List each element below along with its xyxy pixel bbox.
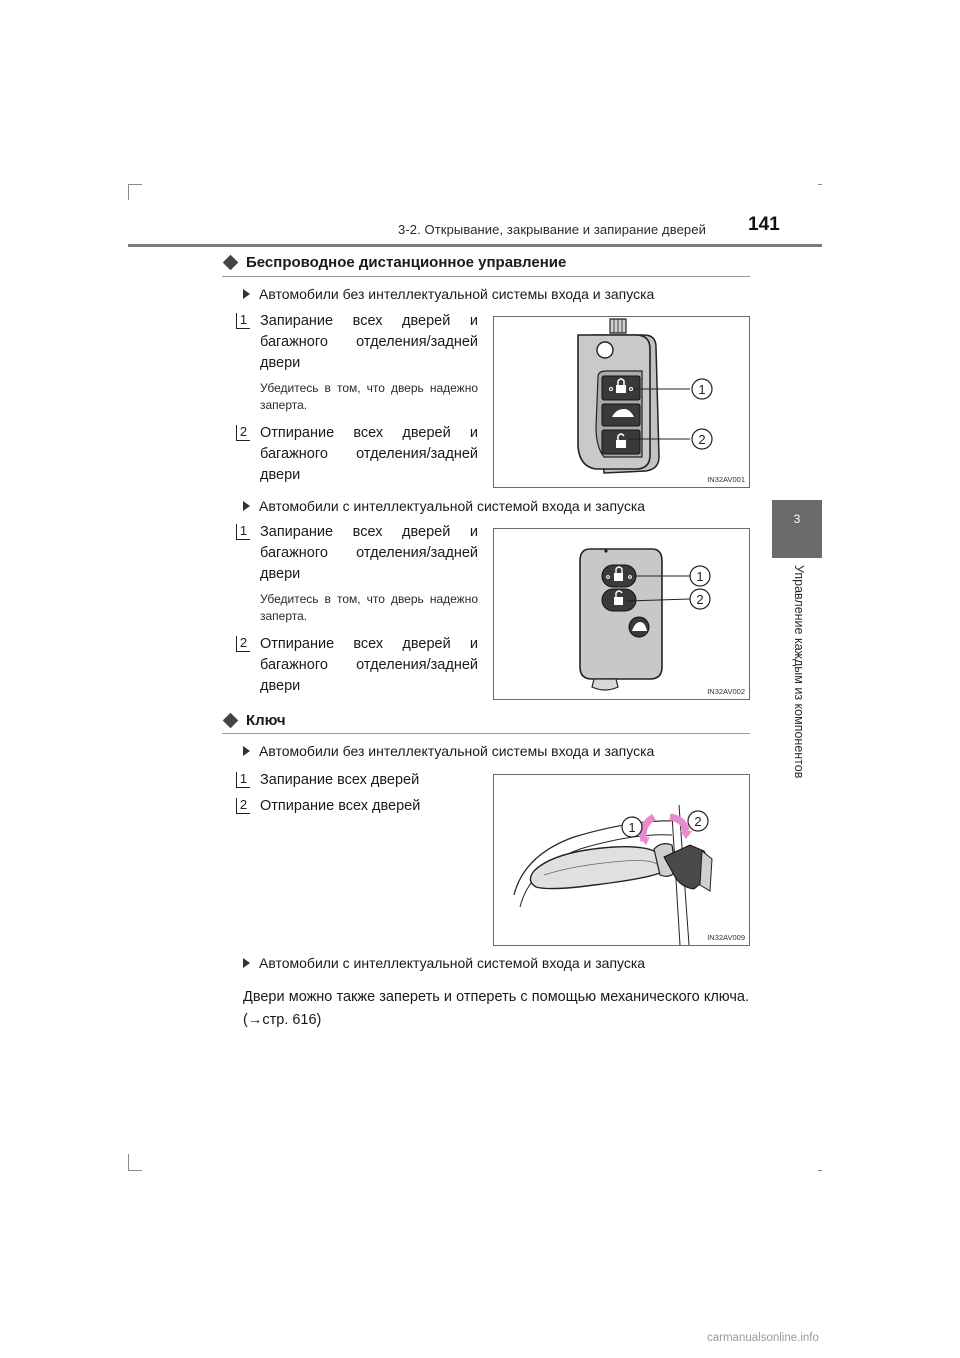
item-note: Убедитесь в том, что дверь надежно заперта. bbox=[260, 592, 478, 623]
item-number: 2 bbox=[236, 636, 250, 652]
diamond-bullet-icon bbox=[223, 713, 239, 729]
item-note: Убедитесь в том, что дверь надежно заперта. bbox=[260, 381, 478, 412]
running-header: 3-2. Открывание, закрывание и запирание дверей bbox=[398, 222, 706, 237]
diamond-bullet-icon bbox=[223, 255, 239, 271]
crop-mark-bottom-left-h bbox=[128, 1170, 142, 1171]
crop-mark-bottom-left-v bbox=[128, 1154, 129, 1171]
triangle-bullet-icon bbox=[243, 289, 250, 299]
item-text: Отпирание всех дверей bbox=[260, 798, 421, 814]
crop-mark-top-right bbox=[818, 184, 822, 185]
chapter-title: Управление каждым из компонентов bbox=[792, 565, 806, 779]
triangle-bullet-icon bbox=[243, 501, 250, 511]
figure-callout: 2 bbox=[694, 814, 702, 829]
figure-code: IN32AV002 bbox=[707, 687, 745, 696]
figure-callout: 1 bbox=[628, 820, 636, 835]
triangle-bullet-icon bbox=[243, 958, 250, 968]
figure-callout: 2 bbox=[698, 432, 706, 447]
crop-mark-bottom-right bbox=[818, 1170, 822, 1171]
figure-callout: 2 bbox=[696, 592, 704, 607]
item-text: Запирание всех дверей bbox=[260, 772, 420, 788]
item-text: Запирание всех дверей и багажного отделения/задней двери bbox=[260, 313, 478, 371]
item-number: 2 bbox=[236, 425, 250, 441]
figure-smart-key-remote bbox=[493, 528, 750, 700]
watermark: carmanualsonline.info bbox=[707, 1332, 819, 1344]
item-number: 1 bbox=[236, 772, 250, 788]
item-number: 1 bbox=[236, 313, 250, 329]
figure-flip-key-remote bbox=[493, 316, 750, 488]
chapter-tab bbox=[772, 500, 822, 558]
triangle-bullet-icon bbox=[243, 746, 250, 756]
figure-code: IN32AV009 bbox=[707, 933, 745, 942]
figure-door-key bbox=[493, 774, 750, 946]
section-title-key: Ключ bbox=[222, 712, 286, 729]
subsection-title: Автомобили без интеллектуальной системы входа и запуска bbox=[243, 286, 654, 302]
crop-mark-top-left-v bbox=[128, 184, 129, 200]
crop-mark-top-left-h bbox=[128, 184, 142, 185]
flip-key-illustration bbox=[494, 317, 749, 487]
page-number: 141 bbox=[748, 214, 780, 235]
body-paragraph: Двери можно также запереть и отпереть с помощью механического ключа. (→стр. 616) bbox=[243, 989, 749, 1028]
chapter-number: 3 bbox=[793, 512, 801, 526]
header-rule bbox=[128, 244, 822, 247]
subsection-title: Автомобили без интеллектуальной системы входа и запуска bbox=[243, 743, 654, 759]
section-rule bbox=[222, 276, 750, 277]
section-title-remote: Беспроводное дистанционное управление bbox=[222, 254, 566, 271]
item-text: Отпирание всех дверей и багажного отделения/задней двери bbox=[260, 636, 478, 694]
subsection-title: Автомобили с интеллектуальной системой входа и запуска bbox=[243, 955, 645, 971]
subsection-title: Автомобили с интеллектуальной системой входа и запуска bbox=[243, 498, 645, 514]
smart-key-illustration bbox=[494, 529, 749, 699]
item-number: 2 bbox=[236, 798, 250, 814]
door-key-illustration bbox=[494, 775, 749, 945]
figure-callout: 1 bbox=[698, 382, 706, 397]
section-rule bbox=[222, 733, 750, 734]
figure-callout: 1 bbox=[696, 569, 704, 584]
item-text: Запирание всех дверей и багажного отделения/задней двери bbox=[260, 524, 478, 582]
figure-code: IN32AV001 bbox=[707, 475, 745, 484]
item-number: 1 bbox=[236, 524, 250, 540]
item-text: Отпирание всех дверей и багажного отделения/задней двери bbox=[260, 425, 478, 483]
